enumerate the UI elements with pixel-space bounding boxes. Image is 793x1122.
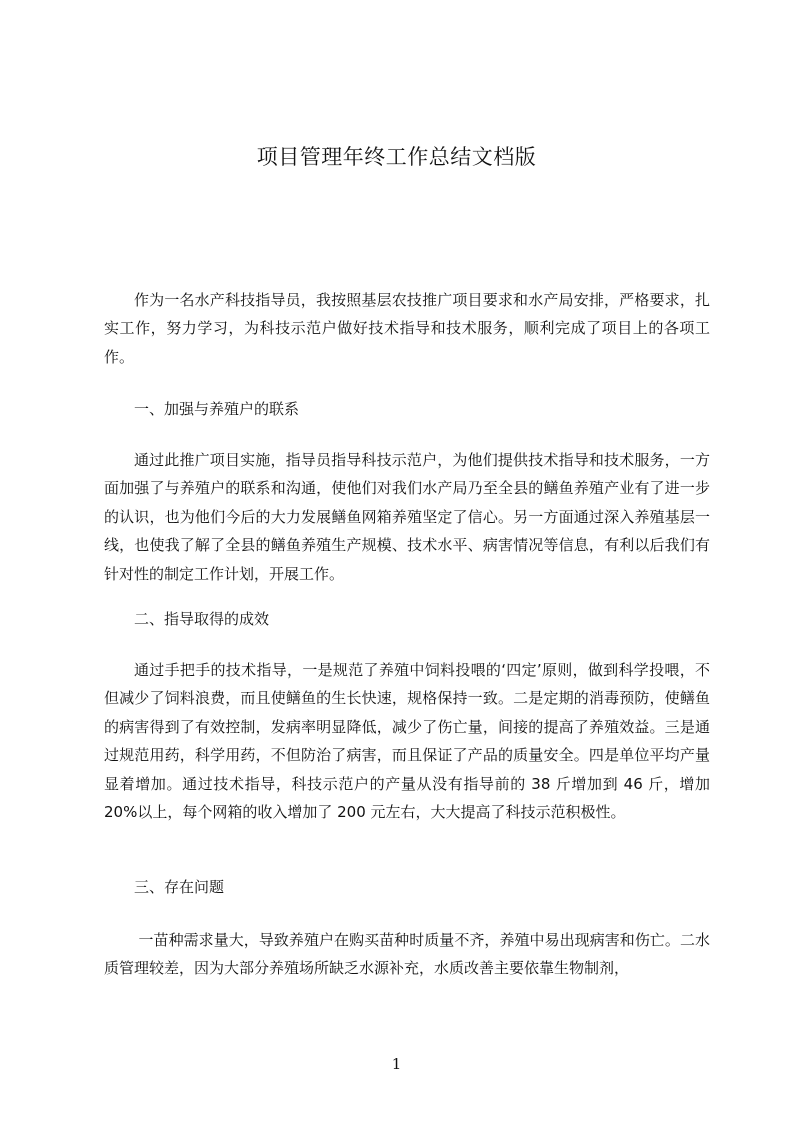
section-heading-2: 二、指导取得的成效 <box>134 610 270 628</box>
section-heading-3: 三、存在问题 <box>134 878 225 896</box>
page-number: 1 <box>391 1055 402 1073</box>
section-paragraph-3: 一苗种需求量大，导致养殖户在购买苗种时质量不齐，养殖中易出现病害和伤亡。二水质管理较差，因为大部分养殖场所缺乏水源补充，水质改善主要依靠生物制剂， <box>104 931 710 978</box>
section-paragraph-1: 通过此推广项目实施，指导员指导科技示范户，为他们提供技术指导和技术服务，一方面加强了与养殖户的联系和沟通，使他们对我们水产局乃至全县的鳝鱼养殖产业有了进一步的认识，也为他们今后的大力发展鳝鱼网箱养殖坚定了信心。另一方面通过深入养殖基层一线，也使我了解了全县的鳝鱼养殖生产规模、技术水平、病害情况等信息，有利以后我们有针对性的制定工作计划，开展工作。 <box>104 451 710 583</box>
section-heading-1: 一、加强与养殖户的联系 <box>134 400 300 418</box>
document-title: 项目管理年终工作总结文档版 <box>256 145 537 169</box>
section-paragraph-2: 通过手把手的技术指导，一是规范了养殖中饲料投喂的‘四定’原则，做到科学投喂，不但减少了饲料浪费，而且使鳝鱼的生长快速，规格保持一致。二是定期的消毒预防，使鳝鱼的病害得到了有效控制，发病率明显降低，减少了伤亡量，间接的提高了养殖效益。三是通过规范用药，科学用药，不但防治了病害，而且保证了产品的质量安全。四是单位平均产量显着增加。通过技术指导，科技示范户的产量从没有指导前的 38 斤增加到 46 斤，增加 20%以上，每个网箱的收入增加了 200 元左右，大大提高了科技示范积极性。 <box>104 661 710 822</box>
intro-paragraph: 作为一名水产科技指导员，我按照基层农技推广项目要求和水产局安排，严格要求，扎实工作，努力学习，为科技示范户做好技术指导和技术服务，顺利完成了项目上的各项工作。 <box>104 291 710 366</box>
